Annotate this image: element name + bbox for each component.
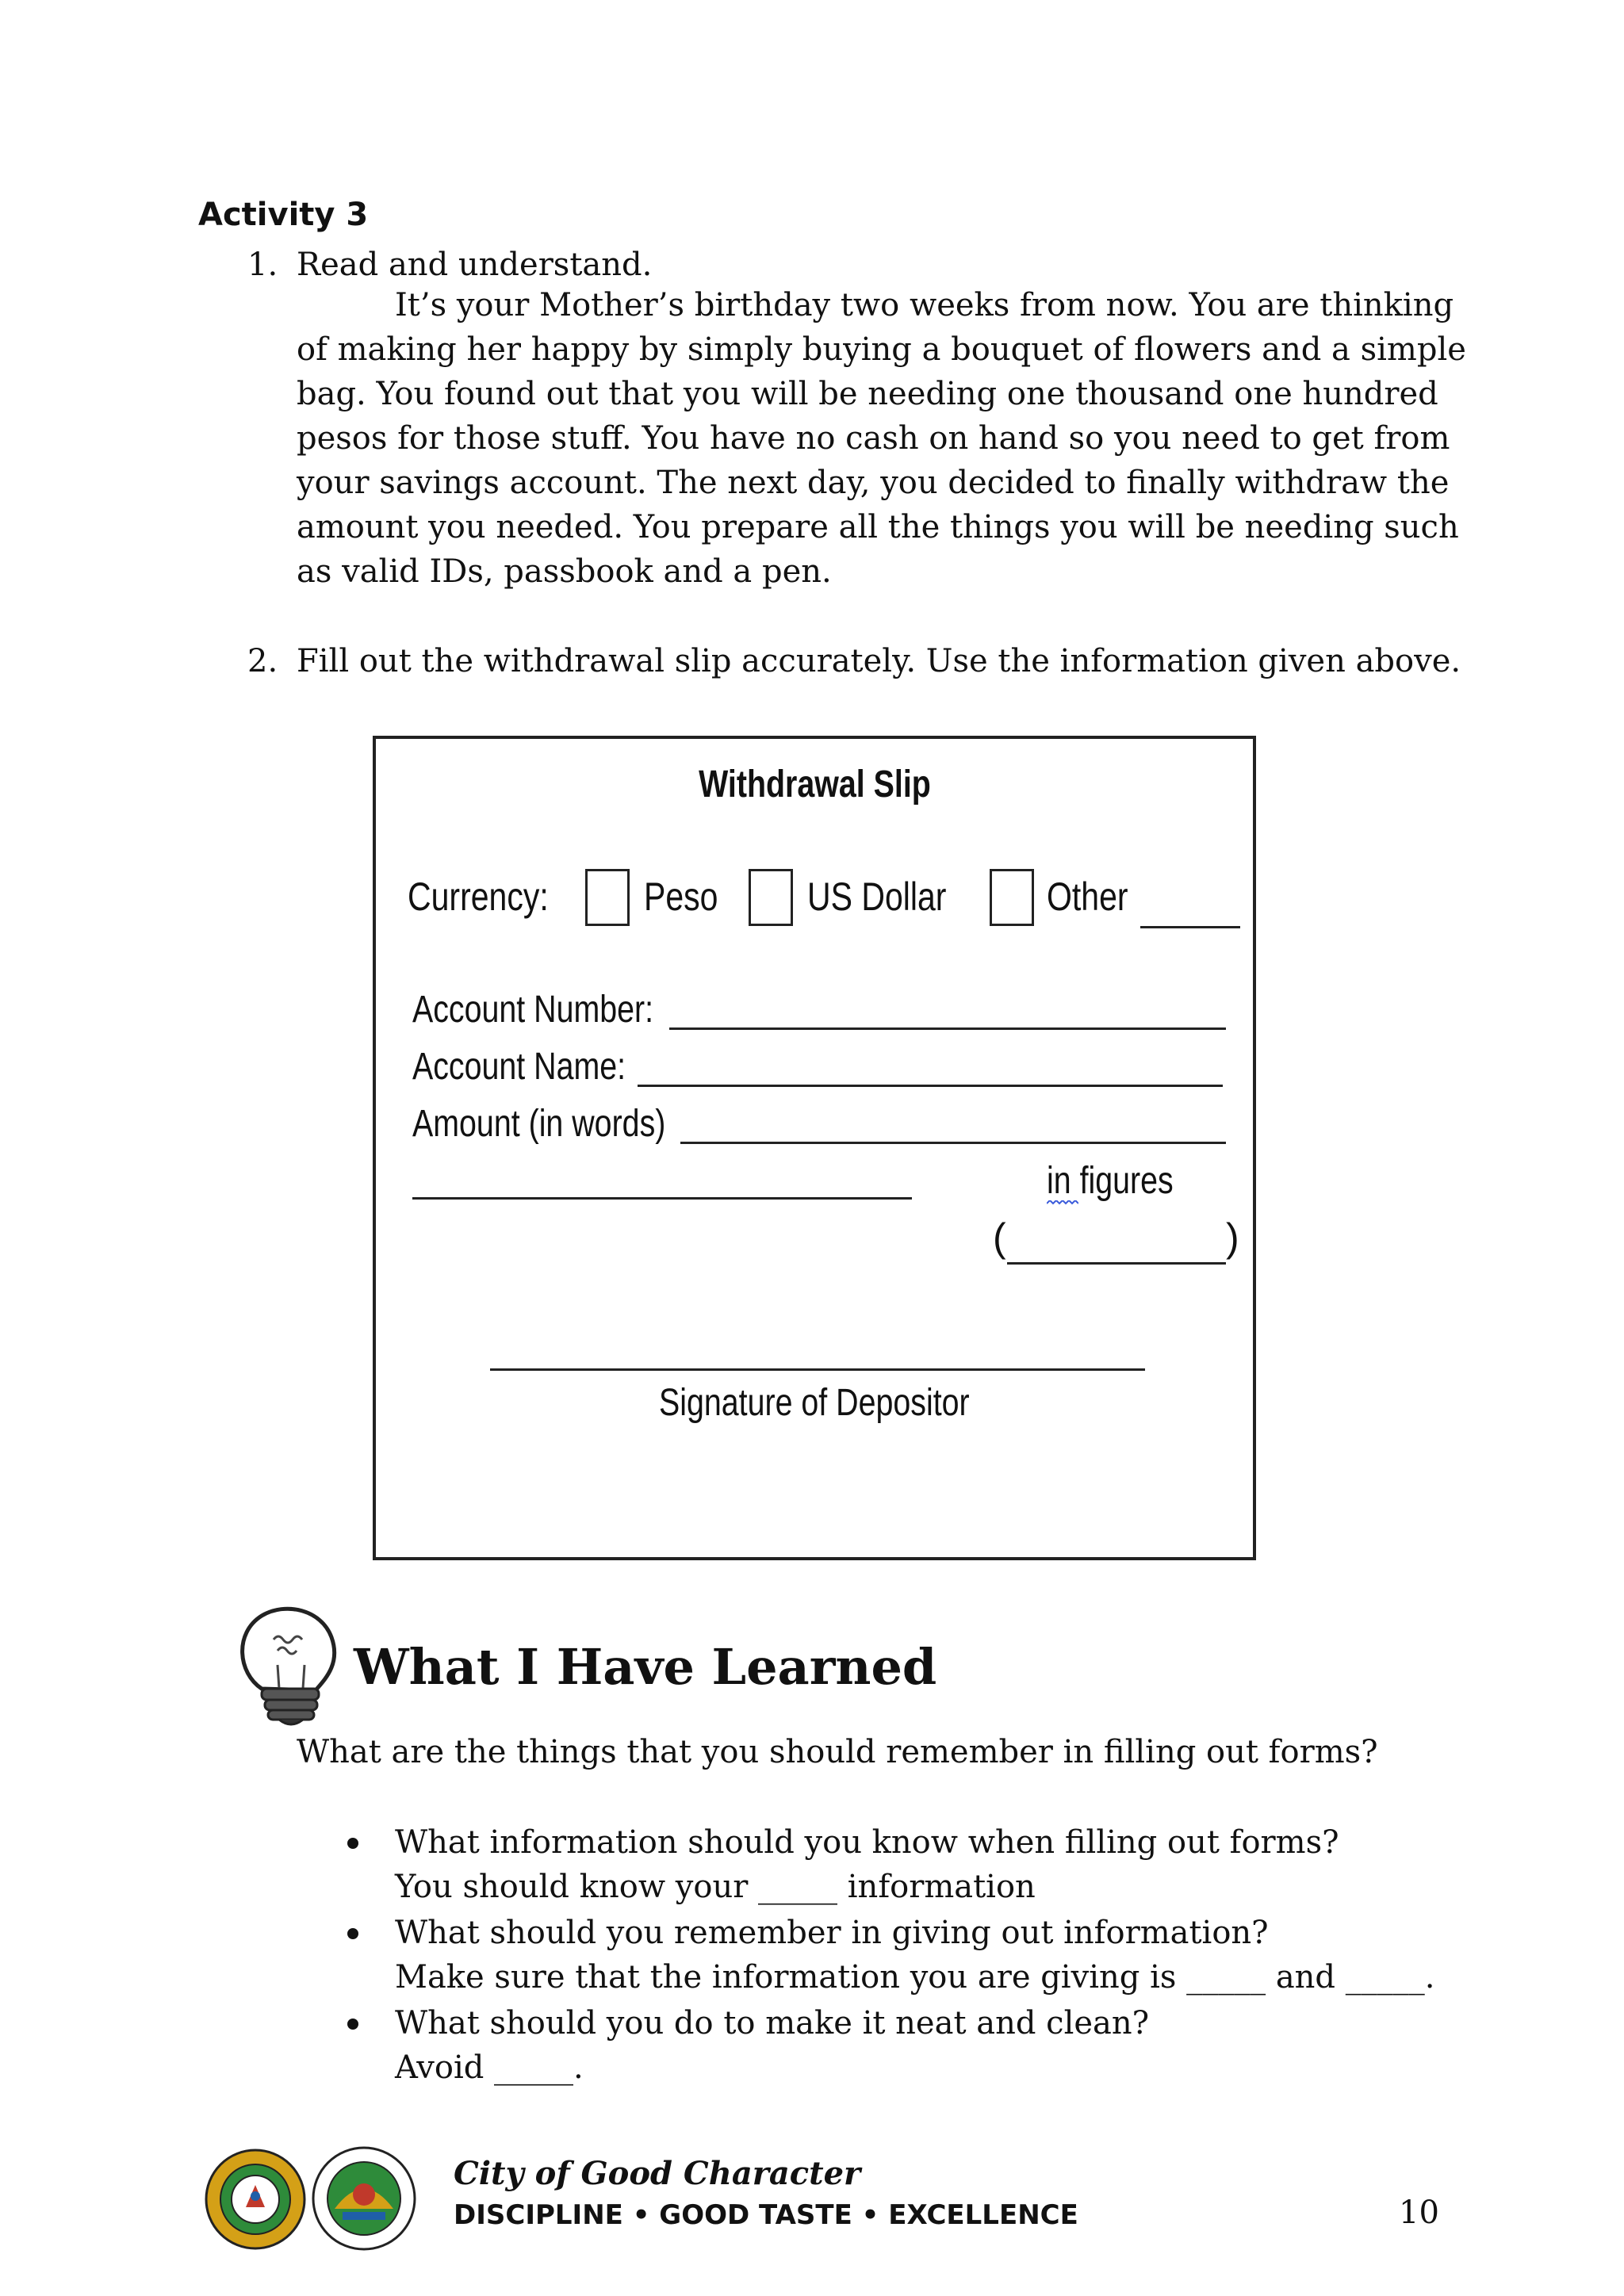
figures-paren-close: ) (1226, 1215, 1239, 1260)
amount-figures-line[interactable] (1007, 1262, 1226, 1265)
city-seal-logo (311, 2145, 417, 2252)
page-number: 10 (1399, 2195, 1439, 2231)
account-number-line[interactable] (669, 1027, 1226, 1030)
bullet-dot (347, 1838, 358, 1849)
withdrawal-slip-form (373, 736, 1256, 1560)
item2-text: Fill out the withdrawal slip accurately. Use the information given above. (297, 643, 1461, 679)
figures-paren-open: ( (993, 1215, 1006, 1260)
light-bulb-icon (230, 1601, 349, 1728)
bullet-question: What should you do to make it neat and clean? (395, 2005, 1150, 2042)
amount-words-line-2[interactable] (412, 1197, 912, 1200)
amount-words-label: Amount (in words) (412, 1103, 666, 1145)
account-name-label: Account Name: (412, 1046, 626, 1088)
story-line: your savings account. The next day, you decided to finally withdraw the (297, 465, 1450, 501)
item1-number: 1. (247, 247, 278, 283)
item1-text: Read and understand. (297, 247, 653, 283)
signature-line[interactable] (490, 1368, 1145, 1371)
footer-tagline: City of Good Character (454, 2155, 861, 2192)
signature-label: Signature of Depositor (659, 1382, 970, 1424)
bullet-question: What information should you know when filling out forms? (395, 1824, 1339, 1861)
story-line: It’s your Mother’s birthday two weeks from now. You are thinking (395, 287, 1454, 323)
item2-number: 2. (247, 643, 278, 679)
peso-label: Peso (644, 874, 718, 919)
footer-motto: DISCIPLINE • GOOD TASTE • EXCELLENCE (454, 2199, 1078, 2231)
division-seal-logo (205, 2149, 306, 2250)
account-number-label: Account Number: (412, 989, 654, 1031)
bullet-answer: Avoid _____. (395, 2049, 584, 2086)
in-figures-label: in figures (1047, 1160, 1174, 1202)
story-line: bag. You found out that you will be needing one thousand one hundred (297, 376, 1438, 412)
us-dollar-label: US Dollar (807, 874, 947, 919)
story-paragraph (297, 283, 1466, 594)
other-checkbox[interactable] (990, 869, 1034, 926)
form-title: Withdrawal Slip (698, 763, 931, 806)
learned-question: What are the things that you should remember in filling out forms? (297, 1734, 1378, 1770)
bullet-answer: You should know your _____ information (395, 1869, 1036, 1905)
other-currency-line[interactable] (1140, 926, 1240, 928)
story-line: pesos for those stuff. You have no cash on hand so you need to get from (297, 420, 1450, 457)
bullet-dot (347, 1928, 358, 1939)
us-dollar-checkbox[interactable] (749, 869, 793, 926)
peso-checkbox[interactable] (585, 869, 630, 926)
bullet-dot (347, 2019, 358, 2030)
section-title: What I Have Learned (354, 1638, 937, 1696)
activity-title: Activity 3 (198, 197, 369, 233)
bullet-question: What should you remember in giving out information? (395, 1915, 1269, 1951)
story-line: of making her happy by simply buying a bouquet of flowers and a simple (297, 331, 1466, 368)
other-label: Other (1047, 874, 1128, 919)
account-name-line[interactable] (638, 1085, 1223, 1087)
spell-check-squiggle (1047, 1200, 1078, 1207)
amount-words-line[interactable] (680, 1142, 1226, 1144)
story-line: amount you needed. You prepare all the things you will be needing such (297, 509, 1459, 545)
bullet-answer: Make sure that the information you are giving is _____ and _____. (395, 1959, 1435, 1996)
currency-label: Currency: (408, 874, 549, 919)
story-line: as valid IDs, passbook and a pen. (297, 553, 832, 590)
